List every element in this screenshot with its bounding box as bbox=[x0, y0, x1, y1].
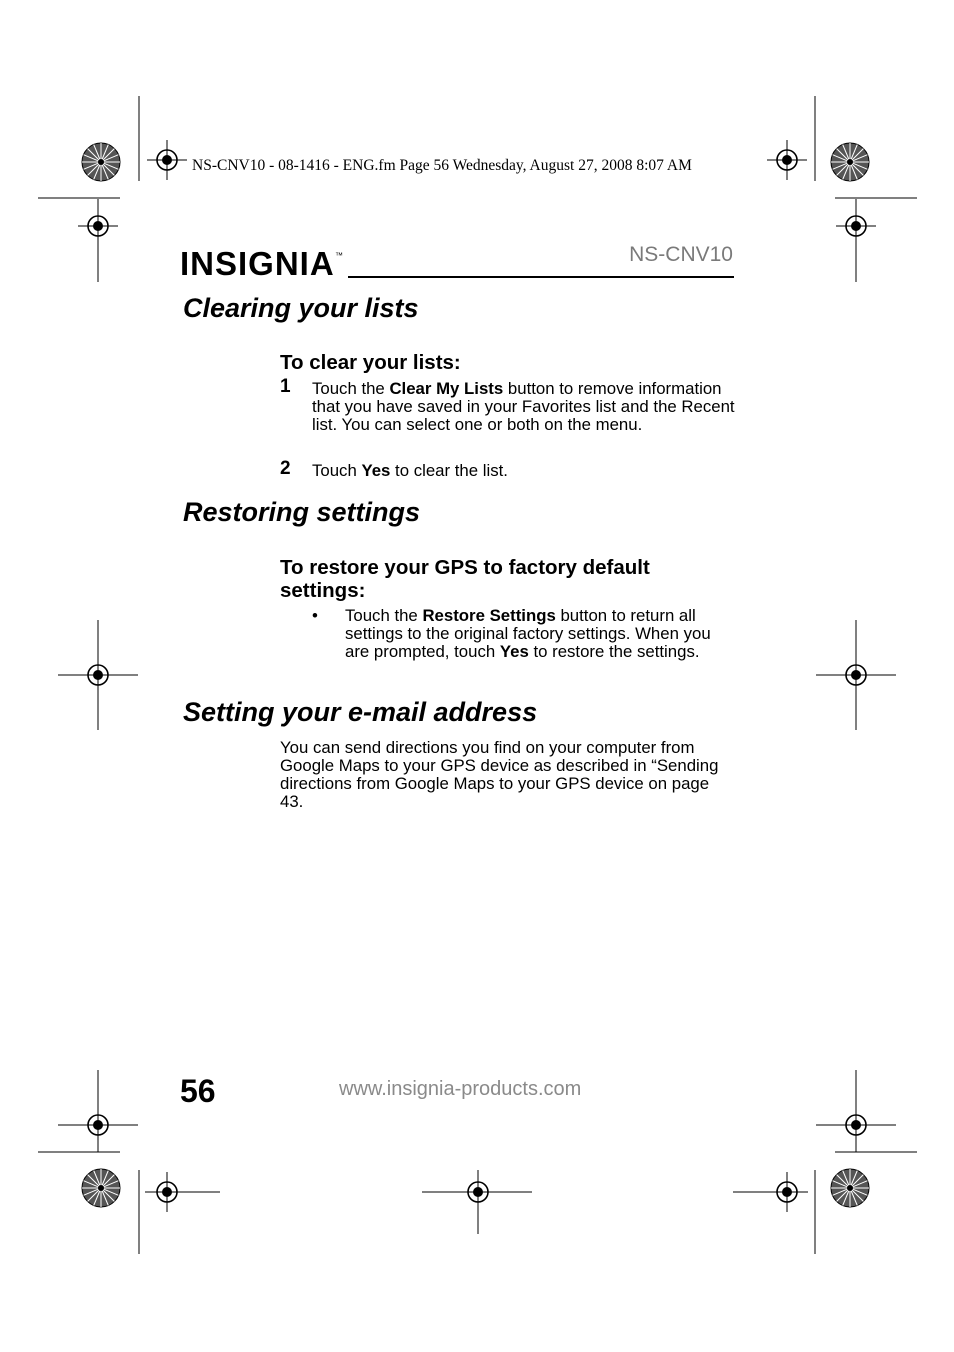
trademark-symbol: ™ bbox=[335, 251, 343, 260]
heading-clearing-lists: Clearing your lists bbox=[183, 293, 419, 323]
restore-settings-label: Restore Settings bbox=[422, 606, 556, 625]
yes-label: Yes bbox=[499, 642, 529, 661]
procedure-clear-lists: To clear your lists: bbox=[280, 351, 461, 374]
page-number: 56 bbox=[180, 1073, 216, 1109]
footer-url: www.insignia-products.com bbox=[339, 1078, 582, 1100]
model-number: NS-CNV10 bbox=[629, 243, 733, 266]
header-rule bbox=[348, 276, 734, 278]
restore-bullet-text: Touch the Restore Settings button to return all settings to the original factory settings. When you are prompted, touch Yes to restore the settings. bbox=[345, 606, 711, 661]
step-1-text: Touch the Clear My Lists button to remove information that you have saved in your Favorites list and the Recent list. You can select one or both on the menu. bbox=[312, 379, 735, 434]
procedure-restore-settings: To restore your GPS to factory default settings: bbox=[280, 556, 650, 602]
clear-my-lists-label: Clear My Lists bbox=[389, 379, 504, 398]
step-2-number: 2 bbox=[280, 458, 291, 479]
file-slug-line: NS-CNV10 - 08-1416 - ENG.fm Page 56 Wednesday, August 27, 2008 8:07 AM bbox=[192, 157, 692, 174]
email-body-text: You can send directions you find on your computer from Google Maps to your GPS device as described in “Sending directions from Google Maps to your GPS device on page 43. bbox=[280, 738, 719, 811]
step-1-number: 1 bbox=[280, 376, 291, 397]
step-2-text: Touch Yes to clear the list. bbox=[312, 461, 508, 480]
bullet-marker: • bbox=[312, 606, 318, 625]
logo-wordmark: INSIGNIA bbox=[180, 245, 335, 282]
heading-email-address: Setting your e-mail address bbox=[183, 697, 538, 727]
heading-restoring-settings: Restoring settings bbox=[183, 497, 421, 527]
yes-label: Yes bbox=[361, 461, 391, 480]
insignia-logo bbox=[180, 240, 345, 284]
